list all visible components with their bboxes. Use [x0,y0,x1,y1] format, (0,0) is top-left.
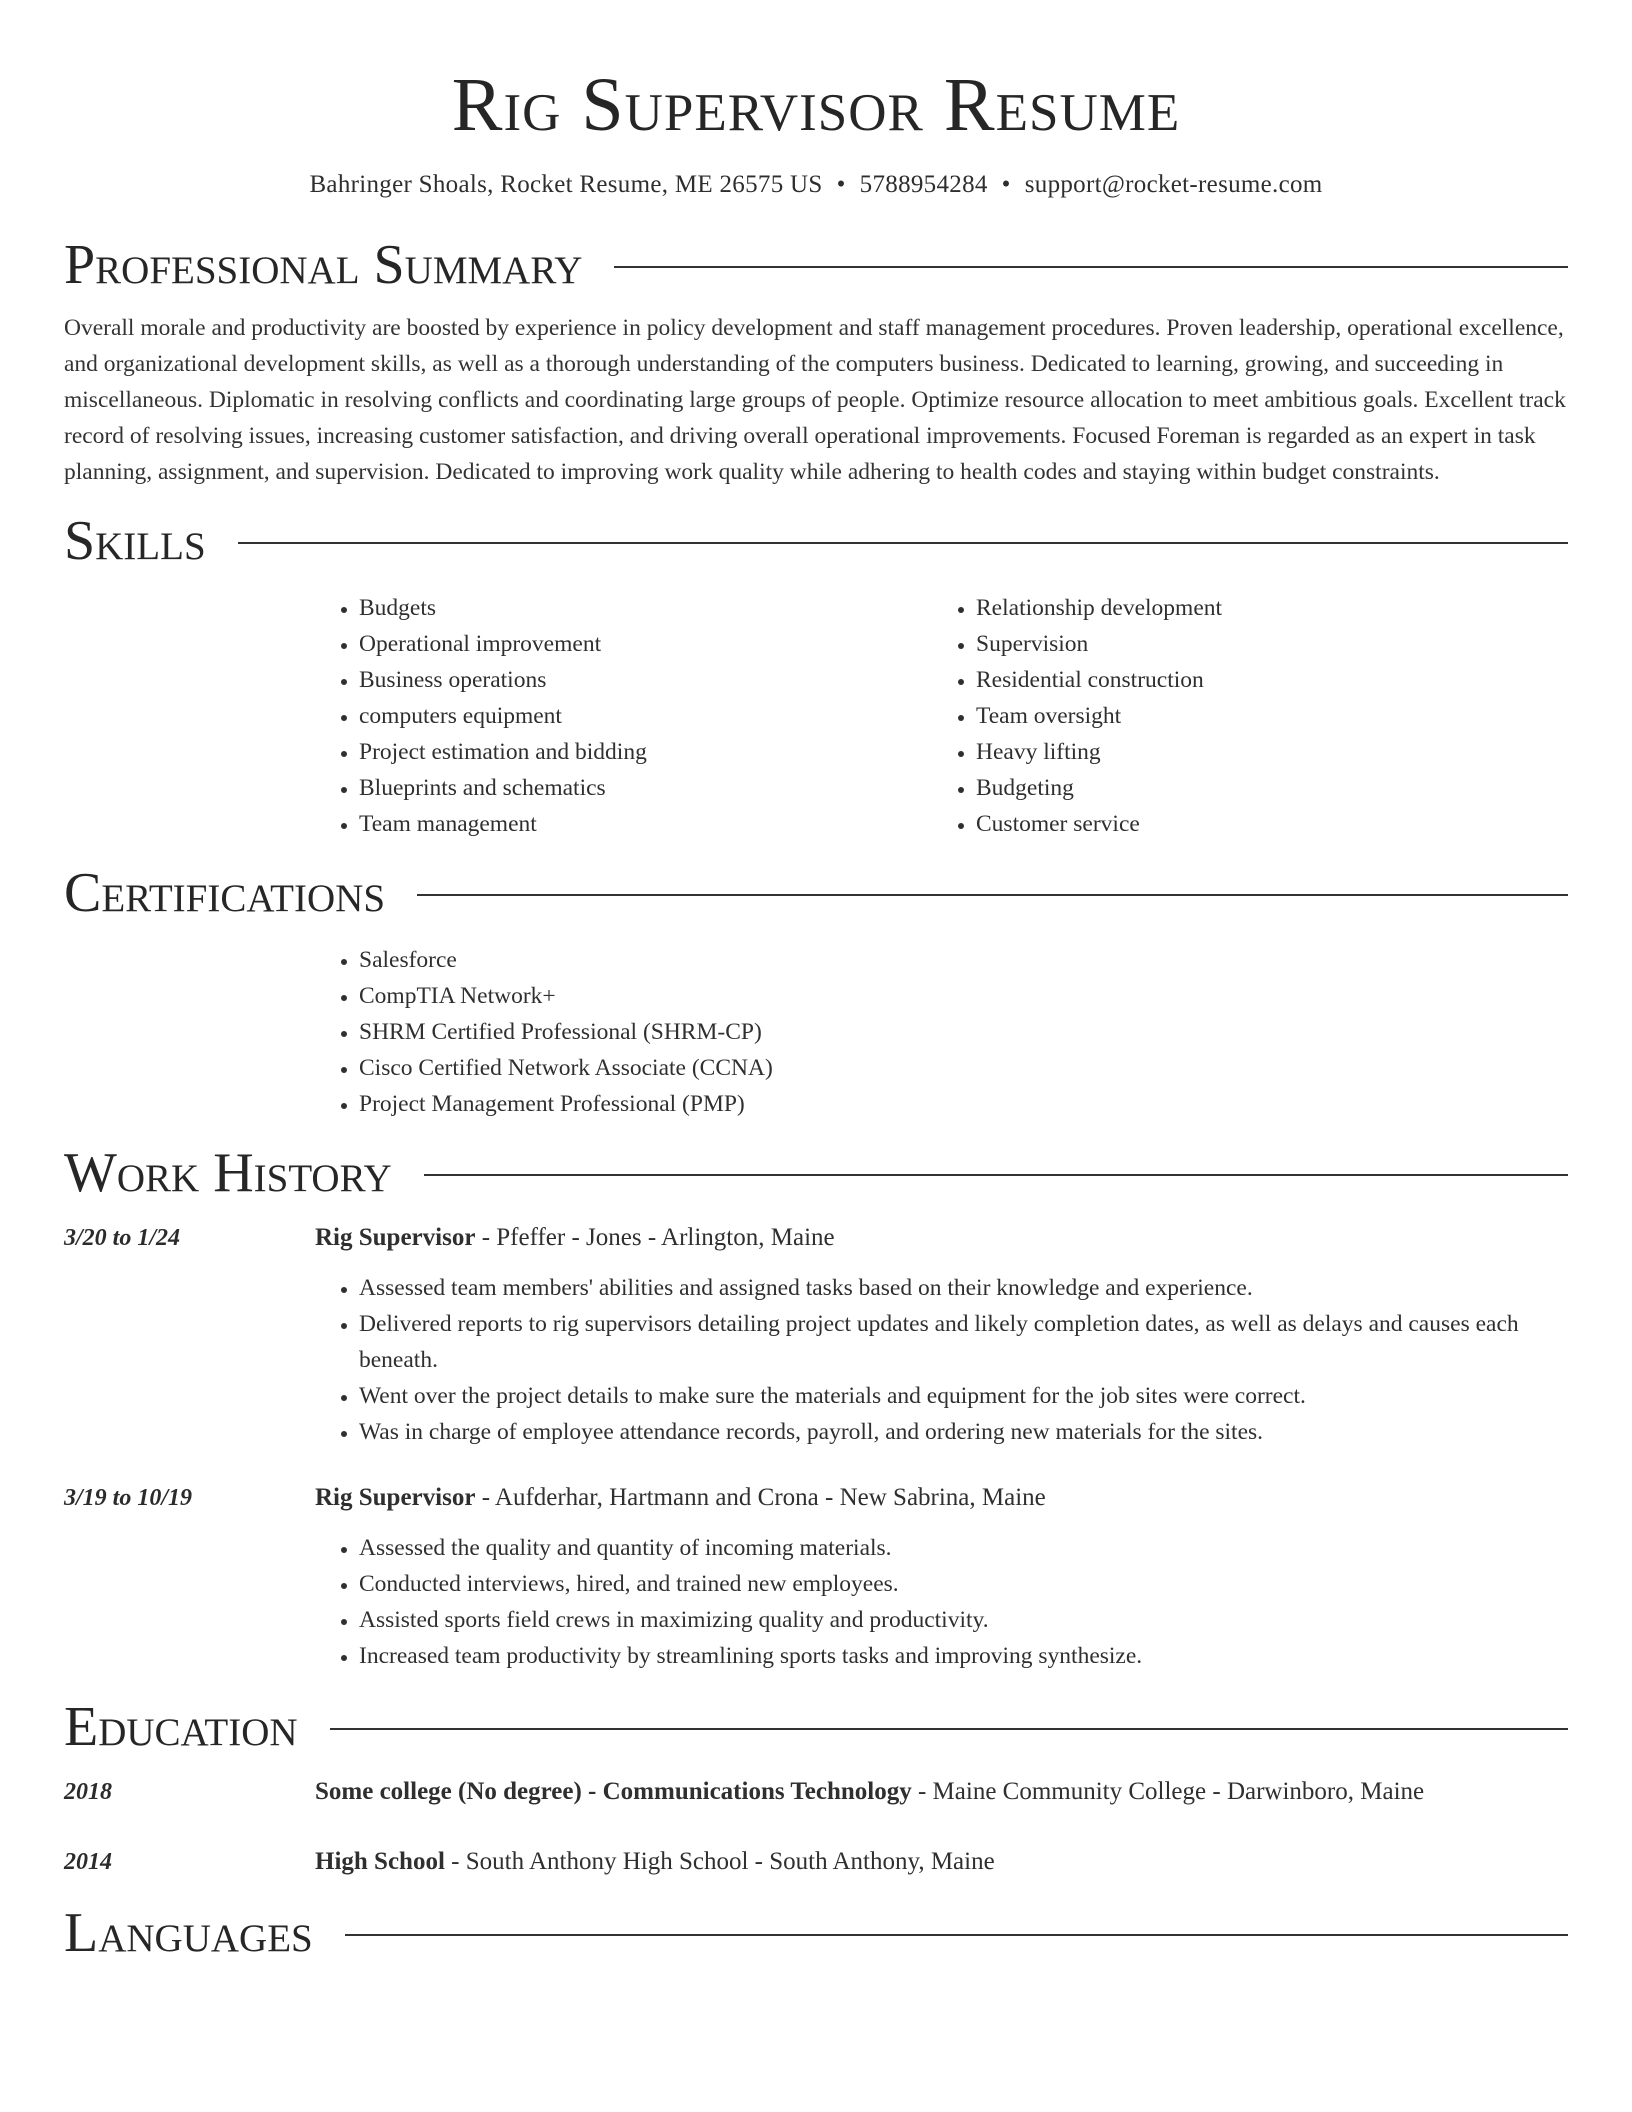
job-bullet: • Assisted sports field crews in maximizing quality and productivity. [359,1602,1568,1638]
certification-item: • CompTIA Network+ [359,978,1568,1014]
section-divider [417,894,1568,896]
resume-page [64,0,1568,1964]
skill-item: • Heavy lifting [976,734,1549,770]
education-school: - Maine Community College - Darwinboro, Maine [911,1778,1425,1805]
skills-list [315,590,1568,842]
job-responsibilities [315,1270,1568,1450]
section-divider [238,542,1568,544]
skill-item: • Relationship development [976,590,1549,626]
certification-item: • Cisco Certified Network Associate (CCNA) [359,1050,1568,1086]
section-heading: Skills [64,510,206,572]
section-heading: Certifications [64,862,386,924]
certifications-list [315,942,1568,1122]
contact-phone: 5788954284 [859,171,988,198]
section-divider [424,1174,1568,1176]
job-bullet: • Increased team productivity by streamlining sports tasks and improving synthesize. [359,1638,1568,1674]
section-heading: Professional Summary [64,234,583,296]
section-heading: Languages [64,1902,313,1964]
skill-item: • Customer service [976,806,1549,842]
section-divider [345,1934,1568,1936]
section-professional-summary [64,234,1568,296]
certification-item: • Project Management Professional (PMP) [359,1086,1568,1122]
job-entry [64,1220,1568,1450]
contact-separator: • [1001,171,1011,198]
skill-item: • Business operations [359,662,932,698]
skill-item: • Budgets [359,590,932,626]
section-divider [614,266,1568,268]
skill-item: • Project estimation and bidding [359,734,932,770]
job-bullet: • Delivered reports to rig supervisors detailing project updates and likely completion dates, as well as delays and causes each beneath. [359,1306,1568,1378]
skill-item: • Supervision [976,626,1549,662]
job-bullet: • Assessed team members' abilities and assigned tasks based on their knowledge and experience. [359,1270,1568,1306]
section-heading: Education [64,1696,298,1758]
section-heading: Work History [64,1142,392,1204]
education-degree: High School [315,1848,445,1875]
job-bullet: • Was in charge of employee attendance records, payroll, and ordering new materials for the sites. [359,1414,1568,1450]
job-dates: 3/20 to 1/24 [64,1225,181,1251]
resume-title: Rig Supervisor Resume [451,63,1181,147]
certification-item: • SHRM Certified Professional (SHRM-CP) [359,1014,1568,1050]
job-bullet: • Assessed the quality and quantity of incoming materials. [359,1530,1568,1566]
job-entry [64,1480,1568,1674]
job-header [64,1220,1568,1256]
skill-item: • Blueprints and schematics [359,770,932,806]
job-title-line [315,1220,835,1256]
section-languages [64,1902,1568,1964]
section-education [64,1696,1568,1758]
education-year: 2018 [64,1779,112,1805]
skill-item: • Team oversight [976,698,1549,734]
contact-address: Bahringer Shoals, Rocket Resume, ME 26575 US [309,171,823,198]
contact-email[interactable]: support@rocket-resume.com [1024,171,1323,198]
skills-column-right [932,590,1549,842]
skill-item: • Operational improvement [359,626,932,662]
job-employer: - Pfeffer - Jones - Arlington, Maine [475,1224,835,1251]
job-title: Rig Supervisor [315,1484,476,1511]
section-skills [64,510,1568,572]
job-bullet: • Went over the project details to make sure the materials and equipment for the job sites were correct. [359,1378,1568,1414]
contact-line [64,170,1568,200]
job-dates: 3/19 to 10/19 [64,1485,193,1511]
contact-separator: • [836,171,846,198]
skills-column-left [315,590,932,842]
section-certifications [64,862,1568,924]
skill-item: • computers equipment [359,698,932,734]
education-line [315,1844,995,1880]
skill-item: • Budgeting [976,770,1549,806]
education-school: - South Anthony High School - South Anthony, Maine [444,1848,995,1875]
skill-item: • Residential construction [976,662,1549,698]
section-divider [330,1728,1568,1730]
job-title-line [315,1480,1046,1516]
job-bullet: • Conducted interviews, hired, and trained new employees. [359,1566,1568,1602]
section-work-history [64,1142,1568,1204]
education-year: 2014 [64,1849,112,1875]
job-responsibilities [315,1530,1568,1674]
education-degree: Some college (No degree) - Communications Technology [315,1778,912,1805]
job-employer: - Aufderhar, Hartmann and Crona - New Sabrina, Maine [475,1484,1046,1511]
education-line [315,1774,1424,1810]
summary-text: Overall morale and productivity are boosted by experience in policy development and staff management procedures. Proven leadership, operational excellence, and organizational development skills, as well as a thorough understanding of the computers business. Dedicated to learning, growing, and succeeding in miscellaneous. Diplomatic in resolving conflicts and coordinating large groups of people. Optimize resource allocation to meet ambitious goals. Excellent track record of resolving issues, increasing customer satisfaction, and driving overall operational improvements. Focused Foreman is regarded as an expert in task planning, assignment, and supervision. Dedicated to improving work quality while adhering to health codes and staying within budget constraints. [64,315,1566,485]
job-header [64,1480,1568,1516]
skill-item: • Team management [359,806,932,842]
education-entry [64,1774,1568,1810]
education-entry [64,1844,1568,1880]
certification-item: • Salesforce [359,942,1568,978]
job-title: Rig Supervisor [315,1224,476,1251]
